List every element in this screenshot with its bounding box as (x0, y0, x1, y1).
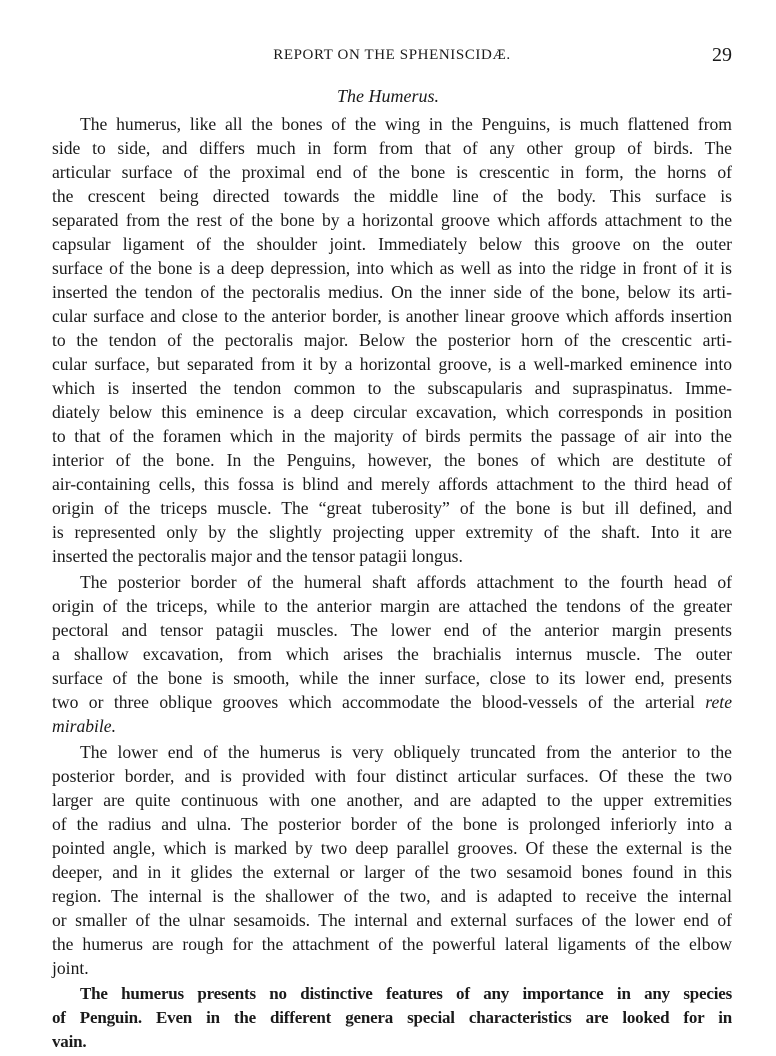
text-line: articular surface of the proximal end of the bone is crescentic in form, the horns of (52, 162, 732, 182)
running-header (52, 44, 732, 68)
text-line: of Penguin. Even in the different genera special characteristics are looked for in (52, 1008, 732, 1027)
text-line: vain. (52, 1032, 87, 1051)
text-line: interior of the bone. In the Penguins, however, the bones of which are destitute of (52, 450, 732, 470)
text-line: cular surface, but separated from it by a horizontal groove, is a well-marked eminence into (52, 354, 732, 374)
italic-term: mirabile. (52, 716, 117, 736)
text-line: cular surface and close to the anterior border, is another linear groove which affords insertion (52, 306, 732, 326)
paragraph (52, 982, 732, 1054)
italic-term: rete (705, 692, 732, 712)
text-line: The posterior border of the humeral shaft affords attachment to the fourth head of (80, 572, 732, 592)
text-line: surface of the bone is smooth, while the inner surface, close to its lower end, presents (52, 668, 732, 688)
text-line: side to side, and differs much in form from that of any other group of birds. The (52, 138, 732, 158)
text-line: diately below this eminence is a deep circular excavation, which corresponds in position (52, 402, 732, 422)
text-line: to that of the foramen which in the majority of birds permits the passage of air into the (52, 426, 732, 446)
text-line: joint. (52, 958, 89, 978)
text-line: The lower end of the humerus is very obliquely truncated from the anterior to the (80, 742, 732, 762)
text-line: posterior border, and is provided with four distinct articular surfaces. Of these the two (52, 766, 732, 786)
paragraph (52, 112, 732, 568)
paragraph (52, 570, 732, 738)
text-line: air-containing cells, this fossa is blind and merely affords attachment to the third head of (52, 474, 732, 494)
section-title: The Humerus. (337, 86, 439, 106)
page-number: 29 (712, 44, 732, 66)
text-line: inserted the tendon of the pectoralis medius. On the inner side of the bone, below its arti- (52, 282, 732, 302)
text-line: pectoral and tensor patagii muscles. The lower end of the anterior margin presents (52, 620, 732, 640)
text-line: inserted the pectoralis major and the tensor patagii longus. (52, 546, 463, 566)
paragraph (52, 740, 732, 980)
text-line: origin of the triceps muscle. The “great tuberosity” of the bone is but ill defined, and (52, 498, 732, 518)
text-line: region. The internal is the shallower of the two, and is adapted to receive the internal (52, 886, 732, 906)
text-line: a shallow excavation, from which arises the brachialis internus muscle. The outer (52, 644, 732, 664)
text-line: to the tendon of the pectoralis major. Below the posterior horn of the crescentic arti- (52, 330, 732, 350)
line-text: two or three oblique grooves which accommodate the blood-vessels of the arterial (52, 692, 706, 712)
text-line: which is inserted the tendon common to the subscapularis and supraspinatus. Imme- (52, 378, 732, 398)
text-line: the crescent being directed towards the middle line of the body. This surface is (52, 186, 732, 206)
text-line: pointed angle, which is marked by two deep parallel grooves. Of these the external is the (52, 838, 732, 858)
text-line: larger are quite continuous with one another, and are adapted to the upper extremities (52, 790, 732, 810)
text-line: is represented only by the slightly projecting upper extremity of the shaft. Into it are (52, 522, 732, 542)
running-title: REPORT ON THE SPHENISCIDÆ. (273, 47, 511, 63)
text-line: The humerus, like all the bones of the wing in the Penguins, is much flattened from (80, 114, 732, 134)
text-line: or smaller of the ulnar sesamoids. The internal and external surfaces of the lower end of (52, 910, 732, 930)
body-text (52, 112, 732, 1056)
text-line: the humerus are rough for the attachment of the powerful lateral ligaments of the elbow (52, 934, 732, 954)
text-line: of the radius and ulna. The posterior border of the bone is prolonged inferiorly into a (52, 814, 732, 834)
text-line (52, 714, 732, 738)
text-line (52, 690, 732, 714)
text-line: capsular ligament of the shoulder joint. Immediately below this groove on the outer (52, 234, 732, 254)
text-line: origin of the triceps, while to the anterior margin are attached the tendons of the greater (52, 596, 732, 616)
text-line: The humerus presents no distinctive features of any importance in any species (80, 984, 732, 1003)
text-line: surface of the bone is a deep depression, into which as well as into the ridge in front of it is (52, 258, 732, 278)
text-line: separated from the rest of the bone by a horizontal groove which affords attachment to the (52, 210, 732, 230)
text-line: deeper, and in it glides the external or larger of the two sesamoid bones found in this (52, 862, 732, 882)
